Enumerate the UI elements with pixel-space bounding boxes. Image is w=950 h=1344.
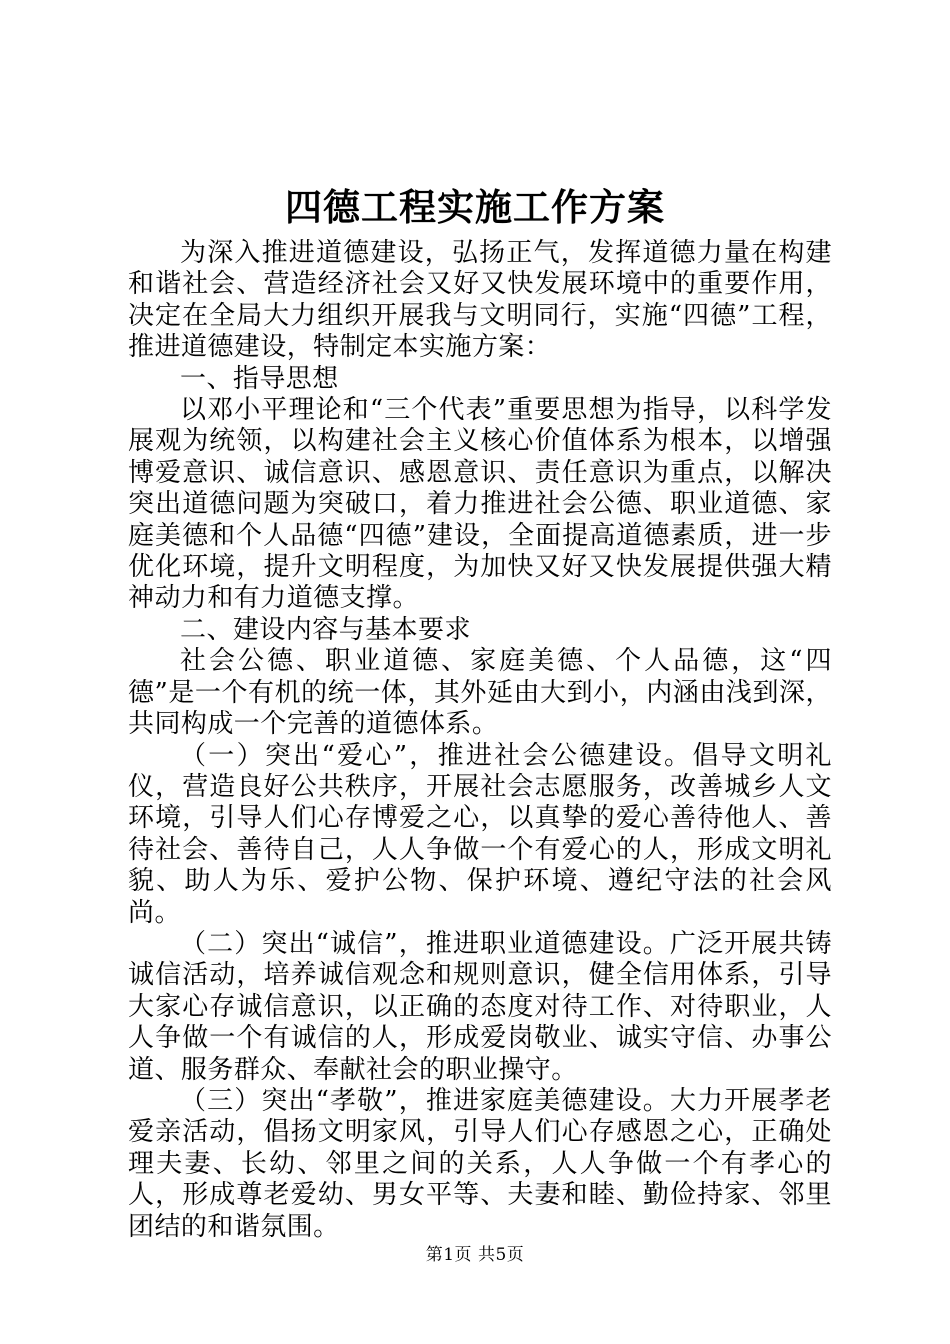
page-number-footer: 第1页 共5页 [425,1245,525,1265]
section-heading-guiding-ideology: 一、指导思想 [180,363,339,394]
four-virtues-paragraph: 社会公德、职业道德、家庭美德、个人品德，这“四德”是一个有机的统一体，其外延由大到小，内涵由浅到深，共同构成一个完善的道德体系。 [128,646,832,740]
section-heading-content-requirements: 二、建设内容与基本要求 [180,614,471,645]
social-morality-paragraph: （一）突出“爱心”，推进社会公德建设。倡导文明礼仪，营造良好公共秩序，开展社会志愿服务，改善城乡人文环境，引导人们心存博爱之心，以真挚的爱心善待他人、善待社会、善待自己，人人争做一个有爱心的人，形成文明礼貌、助人为乐、爱护公物、保护环境、遵纪守法的社会风尚。 [128,740,832,928]
document-title: 四德工程实施工作方案 [285,185,665,229]
document-body [128,238,832,1243]
family-virtues-paragraph: （三）突出“孝敬”，推进家庭美德建设。大力开展孝老爱亲活动，倡扬文明家风，引导人们心存感恩之心，正确处理夫妻、长幼、邻里之间的关系，人人争做一个有孝心的人，形成尊老爱幼、男女平等、夫妻和睦、勤俭持家、邻里团结的和谐氛围。 [128,1085,832,1242]
guiding-ideology-paragraph: 以邓小平理论和“三个代表”重要思想为指导，以科学发展观为统领，以构建社会主义核心价值体系为根本，以增强博爱意识、诚信意识、感恩意识、责任意识为重点，以解决突出道德问题为突破口，着力推进社会公德、职业道德、家庭美德和个人品德“四德”建设，全面提高道德素质，进一步优化环境，提升文明程度，为加快又好又快发展提供强大精神动力和有力道德支撑。 [128,395,832,614]
intro-paragraph: 为深入推进道德建设，弘扬正气，发挥道德力量在构建和谐社会、营造经济社会又好又快发展环境中的重要作用，决定在全局大力组织开展我与文明同行，实施“四德”工程，推进道德建设，特制定本实施方案： [128,238,832,363]
professional-ethics-paragraph: （二）突出“诚信”，推进职业道德建设。广泛开展共铸诚信活动，培养诚信观念和规则意识，健全信用体系，引导大家心存诚信意识，以正确的态度对待工作、对待职业，人人争做一个有诚信的人，形成爱岗敬业、诚实守信、办事公道、服务群众、奉献社会的职业操守。 [128,928,832,1085]
